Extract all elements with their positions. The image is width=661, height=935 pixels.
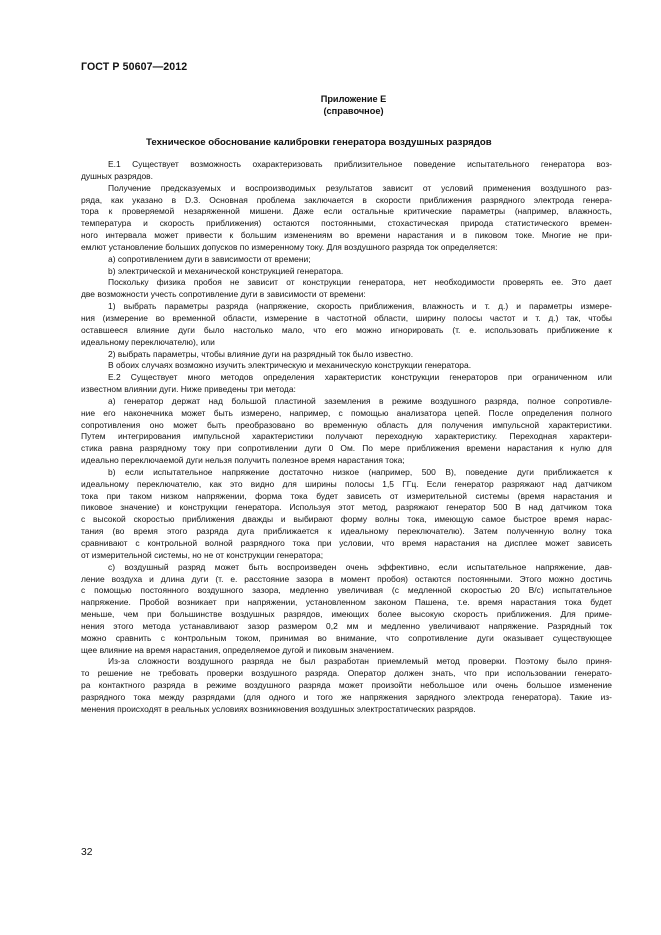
text-line: а) генератор держат над большой пластиной заземления в режиме воздушного разряда, полное сопротивле- <box>108 395 612 406</box>
text-line: ряда, как указано в D.3. Основная проблема заключается в скорости приближения разрядного электрода генера- <box>81 194 612 205</box>
text-line: душных разрядов. <box>81 170 153 181</box>
text-line: от измерительной системы, но не от конструкции генератора; <box>81 549 324 560</box>
text-line: емлют установление больших допусков по измеренному току. Для воздушного разряда ток определяется: <box>81 241 498 252</box>
text-line: щее влияние на время нарастания, определяемое дугой и пиковым значением. <box>81 644 394 655</box>
body-text <box>81 159 612 716</box>
text-line: ра контактного разряда в режиме воздушного разряда может произойти небольшое или очень большое изменение <box>81 680 612 691</box>
text-line: ния (измерение во временной области, измерение в частотной области, ширину полосы частот и т. д.) так, чтобы <box>81 312 612 323</box>
text-line: температура и скорость приближения) остаются постоянными, стохастическая природа статистического времен- <box>81 218 612 229</box>
text-line: идеально переключаемой дуги нельзя получить полезное время нарастания тока; <box>81 455 405 466</box>
text-line: оставшееся влияние дуги было настолько мало, что его можно игнорировать (т. е. использовать приближение к <box>81 324 612 335</box>
text-line: тока при таком низком напряжении, форма тока будет зависеть от измерительной системы (время нарастания и <box>81 490 612 501</box>
text-line: сравнивают с контрольной волной разрядного тока при условии, что время нарастания на дисплее может зависеть <box>81 538 612 548</box>
text-line: пиковое значение) и конструкции генератора. Используя этот метод, разряжают генератор 500 В над датчиком тока <box>81 502 612 513</box>
appendix-label: Приложение Е <box>320 94 387 104</box>
appendix-type: (справочное) <box>323 106 384 116</box>
text-line: разрядного тока между разрядами (для одного и того же напряжения зарядного электрода генератора). Такие из- <box>81 691 612 702</box>
text-line: две возможности учесть сопротивление дуги в зависимости от времени: <box>81 289 366 300</box>
text-line: стика равна разрядному току при сопротивлении дуги 0 Ом. По мере приближения времени нарастания к нулю для <box>81 443 612 454</box>
text-line: с) воздушный разряд может быть воспроизведен очень эффективно, если испытательное напряжение, дав- <box>108 561 612 572</box>
text-line: менения происходят в реальных условиях возникновения воздушных электростатических разрядов. <box>81 703 476 714</box>
text-line: нения этого метода устанавливают зазор размером 0,2 мм и медленно увеличивают напряжение. Разрядный ток <box>81 620 612 631</box>
text-line: а) сопротивлением дуги в зависимости от времени; <box>108 253 311 264</box>
text-line: ление воздуха и длина дуги (т. е. расстояние зазора в момент пробоя) остаются постоянными. Этого можно достичь <box>81 573 612 584</box>
text-line: тания (во время этого разряда дуга приближается к идеальному переключателю). Затем полученную волну тока <box>81 526 612 537</box>
standard-designation: ГОСТ Р 50607—2012 <box>81 61 188 73</box>
text-line: известном влиянии дуги. Ниже приведены три метода: <box>81 384 296 395</box>
text-line: тора к проверяемой незаряженной мишени. Даже если остальные критические параметры (например, влажность, <box>81 206 612 217</box>
text-line: ние его наконечника может быть измерено, например, с помощью анализатора цепей. После определения полного <box>81 407 612 418</box>
document-header <box>81 61 187 73</box>
text-line: В обоих случаях возможно изучить электрическую и механическую конструкции генератора. <box>108 360 472 371</box>
text-line: b) электрической и механической конструкцией генератора. <box>108 265 344 276</box>
text-line: с помощью постоянного воздушного зазора, медленно увеличивая (с медленной скоростью 20 В/с) испытательное <box>81 585 612 596</box>
text-line: то решение не требовать проверки воздушного разряда. Оператор должен знать, что при использовании генерато- <box>81 668 612 679</box>
text-line: ного интервала может привести к большим изменениям во времени нарастания и в пиковом токе. Многие не при- <box>81 230 612 241</box>
text-line: Поскольку физика пробоя не зависит от конструкции генератора, нет необходимости проверять ее. Это дает <box>108 277 612 288</box>
text-line: Получение предсказуемых и воспроизводимых результатов зависит от условий применения воздушного раз- <box>108 182 612 193</box>
text-line: идеальному переключателю), или <box>81 336 215 347</box>
text-line: с высокой скоростью приближения дважды и выбирают форму волны тока, имеющую самое быстрое время нарас- <box>81 514 612 525</box>
text-line: 2) выбрать параметры, чтобы влияние дуги на разрядный ток было известно. <box>108 348 414 359</box>
text-line: Из-за сложности воздушного разряда не был разработан приемлемый метод проверки. Поэтому было приня- <box>108 656 612 667</box>
text-line: Путем интегрирования импульсной характеристики получают переходную характеристику. Переходная характери- <box>81 431 612 442</box>
text-line: идеальному переключателю, как это видно для ширины полосы 1,5 ГГц. Если генератор разряжают над датчиком <box>81 478 612 489</box>
text-line: сопротивления оно может быть преобразовано во временную область для получения импульсной характеристики. <box>81 419 612 430</box>
appendix-heading <box>0 93 661 117</box>
text-line: Е.1 Существует возможность охарактеризовать приблизительное поведение испытательного генератора воз- <box>108 159 612 169</box>
text-line: 1) выбрать параметры разряда (напряжение, скорость приближения, влажность и т. д.) и параметры измере- <box>108 301 612 312</box>
text-line: меньше, чем при большинстве воздушных разрядов, имеющих более высокую скорость приближения. Для приме- <box>81 609 612 620</box>
text-line: напряжение. Пробой возникает при напряжении, установленном законом Пашена, т.е. время нарастания тока будет <box>81 597 612 608</box>
text-line: b) если испытательное напряжение достаточно низкое (например, 500 В), поведение дуги приближается к <box>108 466 612 477</box>
section-title: Техническое обоснование калибровки генератора воздушных разрядов <box>146 137 492 148</box>
page-number: 32 <box>81 847 93 858</box>
text-line: можно сравнить с контрольным током, принимая во внимание, что сопротивление дуги оказывает существующее <box>81 632 612 643</box>
text-line: Е.2 Существует много методов определения характеристик конструкции генераторов при ограниченном или <box>108 372 612 383</box>
